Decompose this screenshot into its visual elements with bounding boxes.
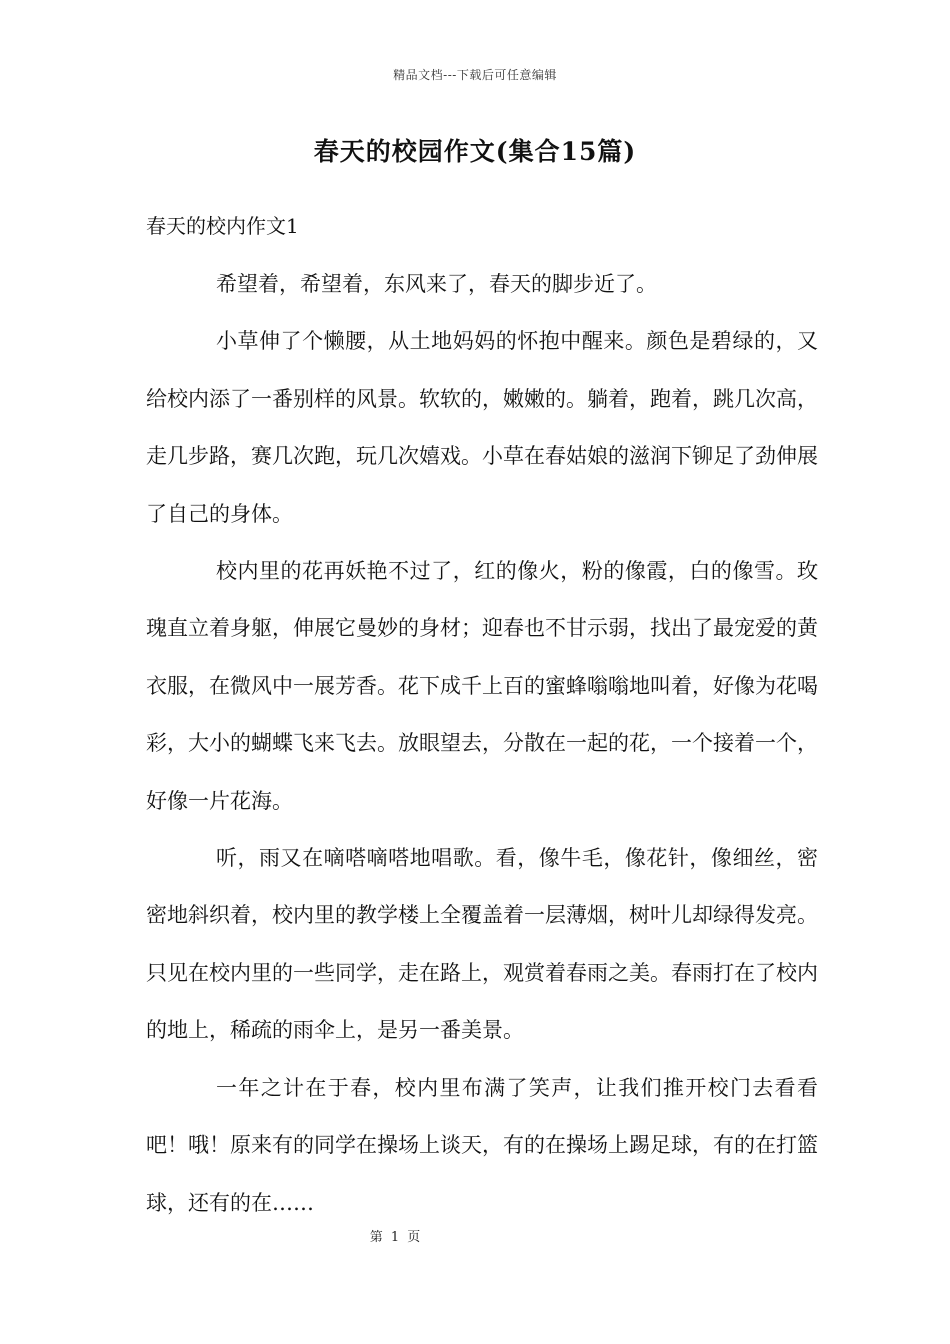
- paragraph-2: 小草伸了个懒腰，从土地妈妈的怀抱中醒来。颜色是碧绿的，又给校内添了一番别样的风景。软软的，嫩嫩的。躺着，跑着，跳几次高，走几步路，赛几次跑，玩几次嬉戏。小草在春姑娘的滋润下铆足了劲伸展了自己的身体。: [146, 329, 818, 526]
- page-footer-prefix: 第: [369, 1230, 383, 1245]
- page-footer-suffix: 页: [407, 1230, 421, 1245]
- document-title: 春天的校园作文(集合15篇): [313, 137, 637, 166]
- paragraph-1: 希望着，希望着，东风来了，春天的脚步近了。: [216, 272, 657, 296]
- page-number: 1: [390, 1230, 400, 1245]
- paragraph-4: 听，雨又在嘀嗒嘀嗒地唱歌。看，像牛毛，像花针，像细丝，密密地斜织着，校内里的教学楼上全覆盖着一层薄烟，树叶儿却绿得发亮。只见在校内里的一些同学，走在路上，观赏着春雨之美。春雨打在了校内的地上，稀疏的雨伞上，是另一番美景。: [146, 846, 818, 1043]
- page-footer: [0, 1226, 790, 1245]
- essay-body: [146, 256, 818, 1232]
- section-heading: 春天的校内作文1: [146, 214, 299, 238]
- paragraph-3: 校内里的花再妖艳不过了，红的像火，粉的像霞，白的像雪。玫瑰直立着身躯，伸展它曼妙的身材；迎春也不甘示弱，找出了最宠爱的黄衣服，在微风中一展芳香。花下成千上百的蜜蜂嗡嗡地叫着，好像为花喝彩，大小的蝴蝶飞来飞去。放眼望去，分散在一起的花，一个接着一个，好像一片花海。: [146, 559, 818, 813]
- header-note: 精品文档---下载后可任意编辑: [393, 68, 557, 82]
- paragraph-5: 一年之计在于春，校内里布满了笑声，让我们推开校门去看看吧！哦！原来有的同学在操场上谈天，有的在操场上踢足球，有的在打篮球，还有的在……: [146, 1075, 818, 1215]
